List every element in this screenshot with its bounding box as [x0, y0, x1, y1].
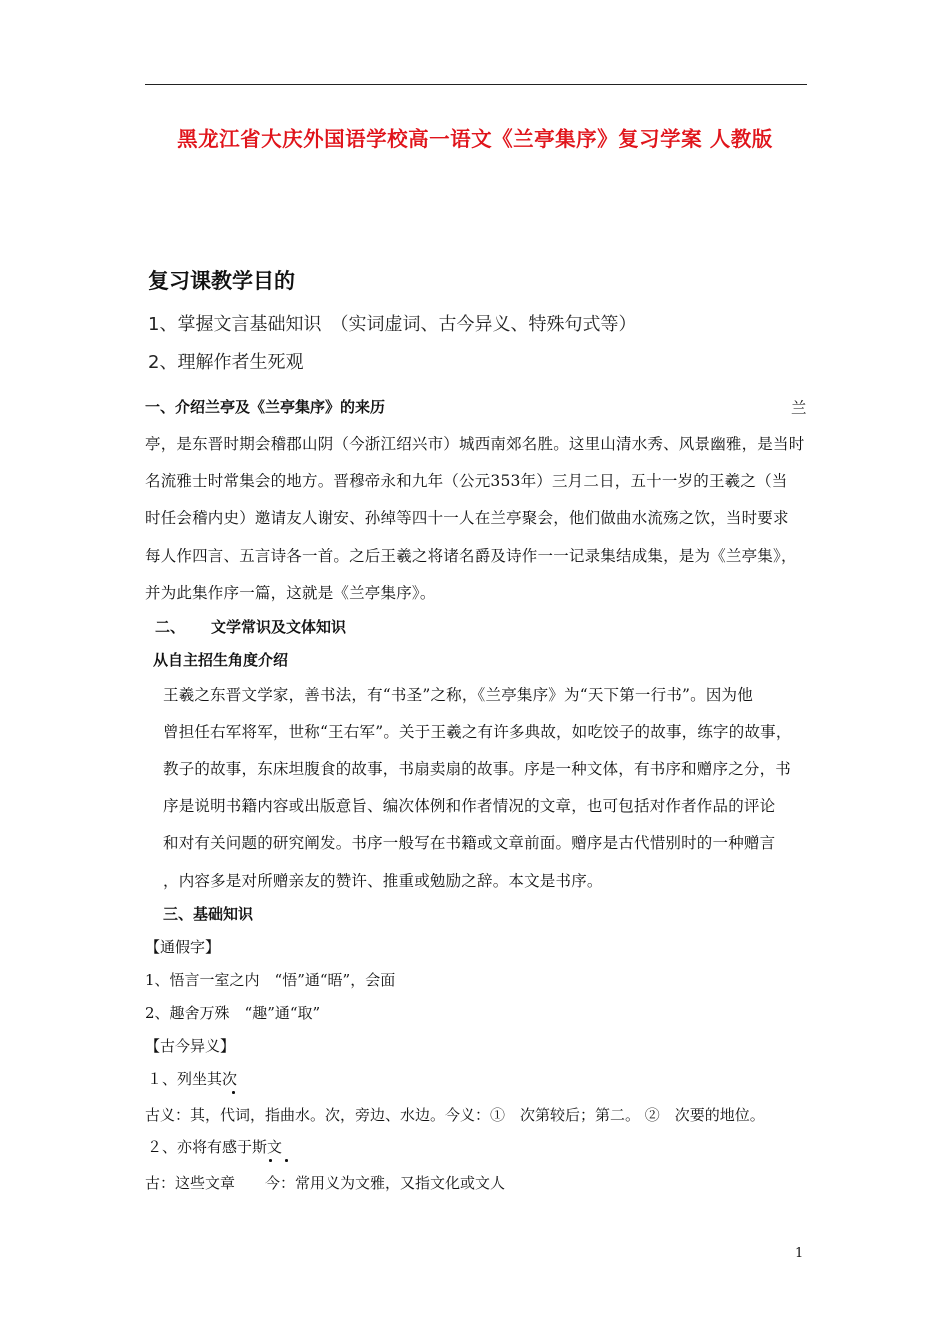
goal-item-1: 1、掌握文言基础知识 （实词虚词、古今异义、特殊句式等）	[148, 314, 637, 335]
section2-line-6: ，内容多是对所赠亲友的赞许、推重或勉励之辞。本文是书序。	[163, 872, 603, 890]
section1-line-1: 亭，是东晋时期会稽郡山阴（今浙江绍兴市）城西南郊名胜。这里山清水秀、风景幽雅，是当时	[145, 435, 805, 453]
gujin-item-2: ２、亦将有感于斯文	[147, 1138, 283, 1156]
section2-heading: 文学常识及文体知识	[211, 618, 347, 636]
section1-first-char: 兰	[791, 399, 807, 417]
section1-line-2: 名流雅士时常集会的地方。晋穆帝永和九年（公元353年）三月二日，五十一岁的王羲之（当	[145, 472, 788, 490]
tongjiazi-item-1: 1、悟言一室之内 “悟”通“晤”，会面	[145, 971, 396, 989]
goal-item-2: 2、理解作者生死观	[148, 352, 304, 373]
section2-line-2: 曾担任右军将军，世称“王右军”。关于王羲之有许多典故，如吃饺子的故事，练字的故事，	[163, 723, 792, 741]
gujin-item-1-explanation: 古义：其，代词，指曲水。次，旁边、水边。今义：① 次第较后；第二。 ② 次要的地位。	[145, 1106, 765, 1124]
goals-heading: 复习课教学目的	[148, 269, 295, 293]
gujin-label: 【古今异义】	[145, 1037, 236, 1055]
tongjiazi-item-2: 2、趣舍万殊 “趣”通“取”	[145, 1004, 321, 1022]
section1-heading: 一、介绍兰亭及《兰亭集序》的来历	[145, 398, 386, 416]
tongjiazi-label: 【通假字】	[145, 938, 221, 956]
page-number: 1	[795, 1246, 804, 1261]
header-rule	[145, 84, 807, 85]
section2-line-1: 王羲之东晋文学家，善书法，有“书圣”之称，《兰亭集序》为“天下第一行书”。因为他	[163, 686, 753, 704]
gujin-item-2-explanation: 古：这些文章 今：常用义为文雅，又指文化或文人	[145, 1174, 506, 1192]
section2-line-3: 教子的故事，东床坦腹食的故事，书扇卖扇的故事。序是一种文体，有书序和赠序之分，书	[163, 760, 792, 778]
document-title: 黑龙江省大庆外国语学校高一语文《兰亭集序》复习学案 人教版	[177, 127, 773, 151]
gujin-item-1: １、列坐其次	[147, 1070, 238, 1088]
section1-line-4: 每人作四言、五言诗各一首。之后王羲之将诸名爵及诗作一一记录集结成集，是为《兰亭集》，	[145, 547, 797, 565]
section2-subheading: 从自主招生角度介绍	[153, 651, 289, 669]
section3-heading: 三、基础知识	[163, 905, 254, 923]
section1-line-3: 时任会稽内史）邀请友人谢安、孙绰等四十一人在兰亭聚会，他们做曲水流殇之饮，当时要求	[145, 509, 789, 527]
section2-line-4: 序是说明书籍内容或出版意旨、编次体例和作者情况的文章，也可包括对作者作品的评论	[163, 797, 776, 815]
section1-line-5: 并为此集作序一篇，这就是《兰亭集序》。	[145, 584, 436, 602]
section2-heading-num: 二、	[155, 618, 186, 636]
section2-line-5: 和对有关问题的研究阐发。书序一般写在书籍或文章前面。赠序是古代惜别时的一种赠言	[163, 834, 776, 852]
